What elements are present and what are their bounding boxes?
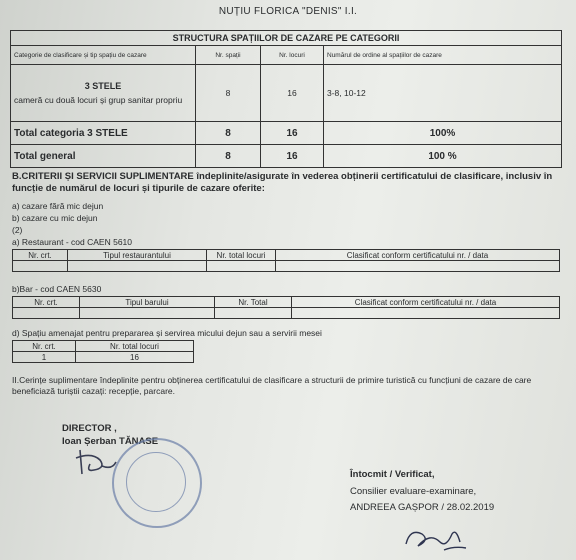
d-val-places: 16 — [76, 352, 194, 363]
restaurant-table — [12, 249, 560, 272]
table-header-row — [13, 341, 194, 352]
breakfast-table — [12, 340, 194, 363]
total3-spaces: 8 — [196, 122, 261, 145]
table-caption: STRUCTURA SPAȚIILOR DE CAZARE PE CATEGORII — [11, 31, 562, 46]
rest-col-type: Tipul restaurantului — [68, 250, 207, 261]
option-a: a) cazare fără mic dejun — [12, 201, 104, 211]
d-col-nr: Nr. crt. — [13, 341, 76, 352]
total3-pct: 100% — [324, 122, 562, 145]
verifier-signature-icon — [400, 524, 470, 554]
bar-table — [12, 296, 560, 319]
verification-block — [350, 468, 494, 514]
total3-label: Total categoria 3 STELE — [11, 122, 196, 145]
general-places: 16 — [261, 145, 324, 168]
col-numbers: Numărul de ordine al spațiilor de cazare — [324, 46, 562, 65]
supplementary-requirements: II.Cerințe suplimentare îndeplinite pentru obținerea certificatului de clasificare a structurii de primire turistică cu funcțiuni de cazare de care beneficiază turiștii cazați: recepție, parcare. — [12, 375, 532, 396]
verifier-name-date: ANDREEA GAȘPOR / 28.02.2019 — [350, 502, 495, 513]
restaurant-label: a) Restaurant - cod CAEN 5610 — [12, 237, 133, 247]
d-col-places: Nr. total locuri — [76, 341, 194, 352]
bar-col-nr: Nr. crt. — [13, 297, 80, 308]
rest-col-places: Nr. total locuri — [207, 250, 276, 261]
col-category: Categorie de clasificare și tip spațiu de cazare — [11, 46, 196, 65]
row1-category: 3 STELE — [84, 81, 122, 91]
director-name: Ioan Șerban TĂNASE — [62, 436, 159, 447]
section-b-heading: B.CRITERII ȘI SERVICII SUPLIMENTARE îndeplinite/asigurate în vederea obținerii certificatului de clasificare, inclusiv în funcție de numărul de locuri și tipurile de cazare oferite: — [12, 171, 553, 194]
table-row — [13, 261, 560, 272]
row1-spaces: 8 — [196, 65, 261, 122]
document-header: NUȚIU FLORICA "DENIS" I.I. — [218, 6, 358, 17]
table-header-row — [13, 250, 560, 261]
bar-label: b)Bar - cod CAEN 5630 — [12, 284, 102, 294]
item-2: (2) — [12, 225, 23, 235]
breakfast-space-label: d) Spațiu amenajat pentru prepararea și servirea micului dejun sau a servirii mesei — [12, 328, 322, 338]
col-places: Nr. locuri — [261, 46, 324, 65]
general-pct: 100 % — [324, 145, 562, 168]
table-row — [11, 122, 562, 145]
row1-category-cell — [11, 65, 196, 122]
table-row — [11, 145, 562, 168]
bar-col-cert: Clasificat conform certificatului nr. / data — [292, 297, 560, 308]
table-row — [13, 352, 194, 363]
col-spaces: Nr. spații — [196, 46, 261, 65]
total3-places: 16 — [261, 122, 324, 145]
row1-places: 16 — [261, 65, 324, 122]
table-header-row — [11, 46, 562, 65]
d-val-nr: 1 — [13, 352, 76, 363]
director-title: DIRECTOR , — [62, 423, 117, 434]
verified-by: Întocmit / Verificat, — [350, 469, 435, 480]
row1-desc: cameră cu două locuri și grup sanitar propriu — [14, 95, 183, 105]
bar-col-type: Tipul barului — [80, 297, 215, 308]
table-row — [13, 308, 560, 319]
verifier-role: Consilier evaluare-examinare, — [350, 486, 477, 497]
table-row — [11, 65, 562, 122]
general-label: Total general — [11, 145, 196, 168]
rest-col-nr: Nr. crt. — [13, 250, 68, 261]
accommodation-structure-table — [10, 30, 562, 168]
general-spaces: 8 — [196, 145, 261, 168]
row1-numbers: 3-8, 10-12 — [324, 65, 562, 122]
rest-col-cert: Clasificat conform certificatului nr. / data — [276, 250, 560, 261]
official-stamp-icon — [112, 438, 202, 528]
option-b: b) cazare cu mic dejun — [12, 213, 98, 223]
bar-col-total: Nr. Total — [215, 297, 292, 308]
table-header-row — [13, 297, 560, 308]
